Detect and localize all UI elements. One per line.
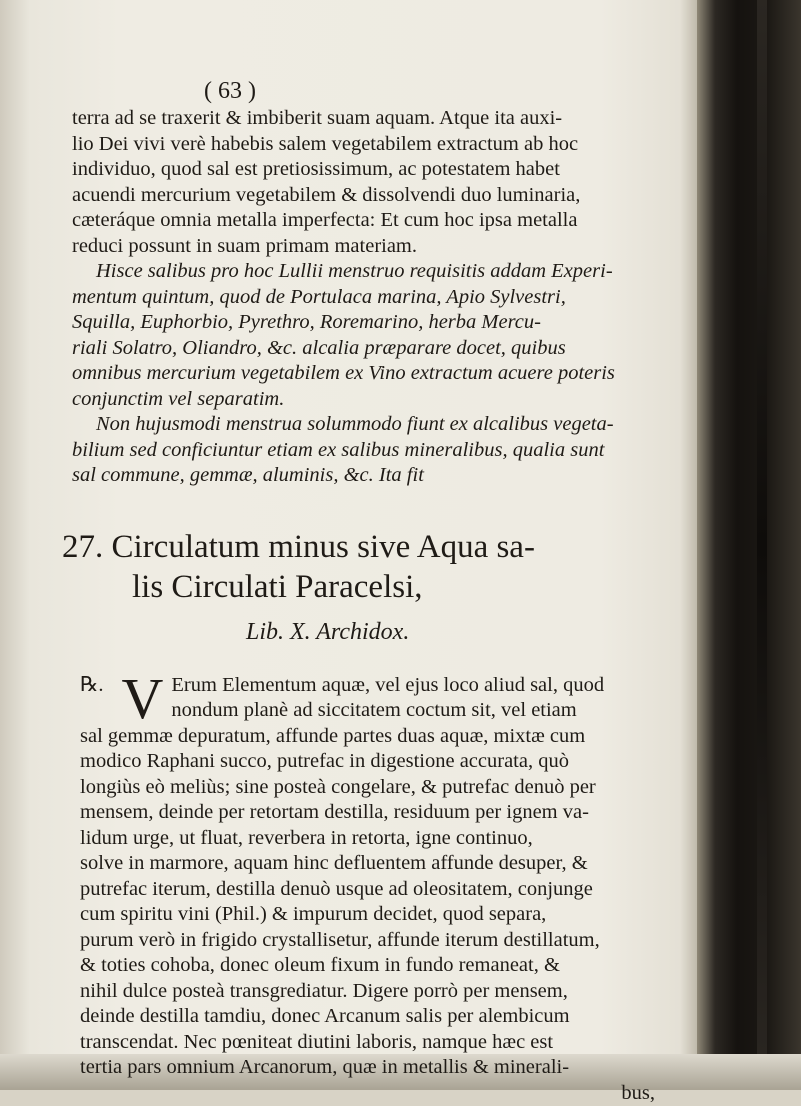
text-line: lio Dei vivi verè habebis salem vegetabilem extractum ab hoc [72,132,665,158]
text-line: mensem, deinde per retortam destilla, residuum per ignem va- [80,800,665,826]
recipe-symbol: ℞. [80,673,104,699]
text-line: individuo, quod sal est pretiosissimum, ac potestatem habet [72,157,665,183]
recipe-paragraph [80,673,665,1106]
section-heading: 27. Circulatum minus sive Aqua sa- [62,527,665,567]
text-line: transcendat. Nec pœniteat diutini laboris, namque hæc est [80,1030,665,1056]
paragraph-2 [72,259,665,412]
text-line: terra ad se traxerit & imbiberit suam aquam. Atque ita auxi- [72,106,665,132]
text-line: tertia pars omnium Arcanorum, quæ in metallis & minerali- [80,1055,665,1081]
text-line: Erum Elementum aquæ, vel ejus loco aliud sal, quod [80,673,665,699]
text-line: conjunctim vel separatim. [72,387,665,413]
catchword: bus, [80,1081,665,1106]
paragraph-3 [72,412,665,489]
text-line: sal gemmæ depuratum, affunde partes duas aquæ, mixtæ cum [80,724,665,750]
text-line: nihil dulce posteà transgrediatur. Digere porrò per mensem, [80,979,665,1005]
text-line: mentum quintum, quod de Portulaca marina, Apio Sylvestri, [72,285,665,311]
text-line: acuendi mercurium vegetabilem & dissolvendi duo luminaria, [72,183,665,209]
text-line: cæteráque omnia metalla imperfecta: Et cum hoc ipsa metalla [72,208,665,234]
text-line: & toties cohoba, donec oleum fixum in fundo remaneat, & [80,953,665,979]
text-line: modico Raphani succo, putrefac in digestione accurata, quò [80,749,665,775]
text-line: riali Solatro, Oliandro, &c. alcalia præparare docet, quibus [72,336,665,362]
text-line: purum verò in frigido crystallisetur, affunde iterum destillatum, [80,928,665,954]
text-line: Squilla, Euphorbio, Pyrethro, Roremarino, herba Mercu- [72,310,665,336]
text-line: cum spiritu vini (Phil.) & impurum decidet, quod separa, [80,902,665,928]
text-line: lidum urge, ut fluat, reverbera in retorta, igne continuo, [80,826,665,852]
page-text [60,78,665,1106]
text-line: deinde destilla tamdiu, donec Arcanum salis per alembicum [80,1004,665,1030]
section-subheading: Lib. X. Archidox. [246,617,665,647]
page-number: ( 63 ) [130,78,330,104]
text-line: omnibus mercurium vegetabilem ex Vino extractum acuere poteris [72,361,665,387]
text-line: Hisce salibus pro hoc Lullii menstruo requisitis addam Experi- [72,259,665,285]
book-gutter [697,0,801,1090]
gutter-shadow [757,0,767,1090]
section-heading-continued: lis Circulati Paracelsi, [132,567,665,607]
text-line: Non hujusmodi menstrua solummodo fiunt ex alcalibus vegeta- [72,412,665,438]
text-line: nondum planè ad siccitatem coctum sit, vel etiam [80,698,665,724]
text-line: putrefac iterum, destilla denuò usque ad oleositatem, conjunge [80,877,665,903]
text-line: reduci possunt in suam primam materiam. [72,234,665,260]
paragraph-1 [72,106,665,259]
text-line: bilium sed conficiuntur etiam ex salibus mineralibus, qualia sunt [72,438,665,464]
drop-cap: V [122,675,164,723]
text-line: sal commune, gemmæ, aluminis, &c. Ita fit [72,463,665,489]
text-line: solve in marmore, aquam hinc defluentem affunde desuper, & [80,851,665,877]
text-line: longiùs eò meliùs; sine posteà congelare, & putrefac denuò per [80,775,665,801]
